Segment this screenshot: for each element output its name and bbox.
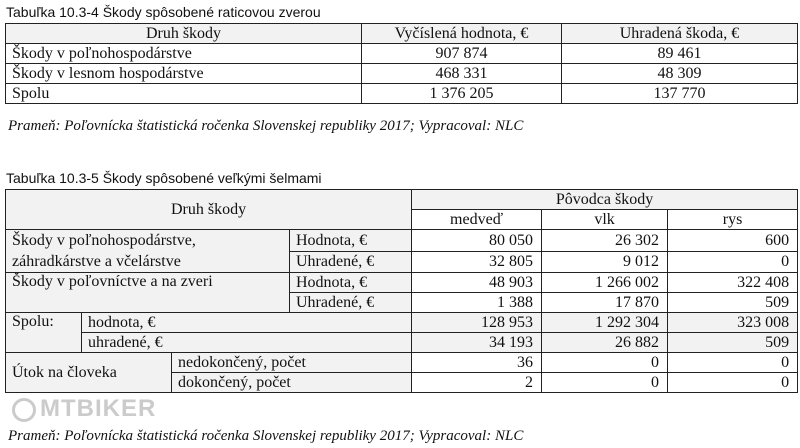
table1-caption: Tabuľka 10.3-4 Škody spôsobené raticovou zverou: [6, 4, 321, 20]
sub-label-dokonceny: dokončený, počet: [172, 373, 412, 393]
sub-label-hodnota: Hodnota, €: [290, 230, 412, 252]
cell-value: 1 388: [412, 293, 542, 313]
cell-value: 0: [668, 251, 798, 273]
cell-value: 34 193: [412, 333, 542, 353]
table-velke-selmy: [5, 189, 798, 393]
cell-value: 509: [668, 333, 798, 353]
cell-value: 2: [412, 373, 542, 393]
cell-value: 600: [668, 230, 798, 252]
cell-value: 907 874: [362, 44, 562, 64]
cell-value: 0: [668, 373, 798, 393]
header-druh-skody: Druh škody: [6, 24, 362, 44]
table-row: [6, 64, 798, 84]
cell-value: 0: [542, 353, 668, 373]
table-row: [6, 44, 798, 64]
cell-value: 0: [542, 373, 668, 393]
watermark: MTBIKER: [40, 395, 157, 422]
table2-caption: Tabuľka 10.3-5 Škody spôsobené veľkými šelmami: [6, 170, 322, 186]
table-row: [6, 353, 798, 373]
table-row: [6, 230, 798, 252]
table-row: [6, 273, 798, 293]
sub-label-spolu-uhradene: uhradené, €: [82, 333, 412, 353]
watermark-logo-icon: [12, 398, 36, 422]
row-label-utok: Útok na človeka: [6, 353, 172, 393]
cell-value: 137 770: [562, 84, 798, 104]
cell-value: 89 461: [562, 44, 798, 64]
table-header-row: [6, 190, 798, 210]
cell-value: 509: [668, 293, 798, 313]
sub-label-hodnota: Hodnota, €: [290, 273, 412, 293]
cell-value: 1 376 205: [362, 84, 562, 104]
table2-source: Prameň: Poľovnícka štatistická ročenka Slovenskej republiky 2017; Vypracoval: NLC: [8, 428, 524, 444]
table1-source: Prameň: Poľovnícka štatistická ročenka Slovenskej republiky 2017; Vypracoval: NLC: [8, 118, 524, 134]
header-uhradena-skoda: Uhradená škoda, €: [562, 24, 798, 44]
sub-label-spolu-hodnota: hodnota, €: [82, 313, 412, 333]
cell-value: 128 953: [412, 313, 542, 333]
header-druh-skody: Druh škody: [6, 190, 412, 230]
cell-value: 26 882: [542, 333, 668, 353]
cell-value: 468 331: [362, 64, 562, 84]
cell-value: 26 302: [542, 230, 668, 252]
row-label: Škody v poľnohospodárstve: [6, 44, 362, 64]
header-rys: rys: [668, 210, 798, 230]
cell-value: 36: [412, 353, 542, 373]
cell-value: 17 870: [542, 293, 668, 313]
cell-value: 48 309: [562, 64, 798, 84]
cell-value: 1 292 304: [542, 313, 668, 333]
row-label-polovnictvo: Škody v poľovníctve a na zveri: [6, 273, 290, 313]
sub-label-uhradene: Uhradené, €: [290, 293, 412, 313]
header-vycislena-hodnota: Vyčíslená hodnota, €: [362, 24, 562, 44]
row-label: Spolu: [6, 84, 362, 104]
row-label-spolu: Spolu:: [6, 313, 82, 353]
row-label-polnohospodarstvo: Škody v poľnohospodárstve, záhradkárstve a včelárstve: [6, 230, 290, 273]
cell-value: 48 903: [412, 273, 542, 293]
table-row: [6, 84, 798, 104]
cell-value: 322 408: [668, 273, 798, 293]
cell-value: 1 266 002: [542, 273, 668, 293]
cell-value: 32 805: [412, 251, 542, 273]
cell-value: 323 008: [668, 313, 798, 333]
table-row: [6, 333, 798, 353]
table-header-row: [6, 24, 798, 44]
sub-label-nedokonceny: nedokončený, počet: [172, 353, 412, 373]
header-vlk: vlk: [542, 210, 668, 230]
table-row: [6, 313, 798, 333]
cell-value: 0: [668, 353, 798, 373]
sub-label-uhradene: Uhradené, €: [290, 251, 412, 273]
header-medved: medveď: [412, 210, 542, 230]
table-raticova-zver: [5, 23, 798, 104]
header-povodca-skody: Pôvodca škody: [412, 190, 798, 210]
row-label: Škody v lesnom hospodárstve: [6, 64, 362, 84]
cell-value: 80 050: [412, 230, 542, 252]
cell-value: 9 012: [542, 251, 668, 273]
